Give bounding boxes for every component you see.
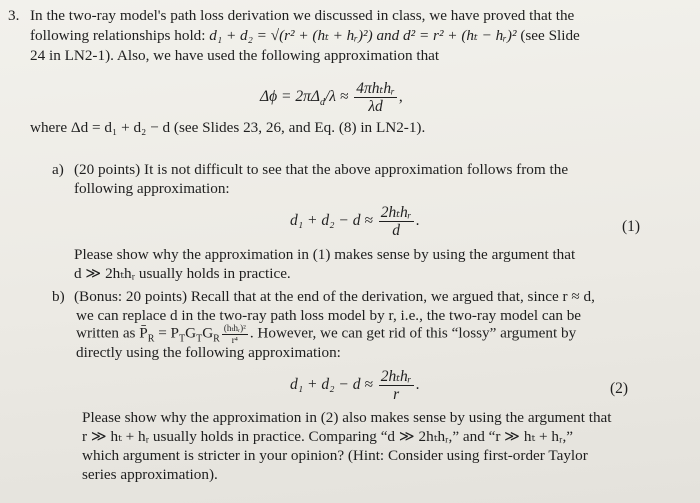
part-b-body-1: Please show why the approximation in (2) also makes sense by using the argument that xyxy=(82,409,612,426)
intro-line-3: 24 in LN2-1). Also, we have used the following approximation that xyxy=(30,47,440,64)
part-b-body-4: series approximation). xyxy=(82,466,218,483)
equation-2-tag: (2) xyxy=(610,380,629,397)
equation-1: d₁ + d₂ − d ≈ $\frac{\text{2hₜhᵣ}}{d}$ . xyxy=(290,204,420,239)
problem-number: 3. xyxy=(8,7,20,24)
part-a-label: a) xyxy=(52,161,64,178)
part-b-line-2: we can replace d in the two-ray path loss model by r, i.e., the two-ray model can be xyxy=(76,307,582,324)
part-a-line-1: (20 points) It is not difficult to see that the above approximation follows from the xyxy=(74,161,569,178)
intro-inline-equation: d₁ + d₂ = √(r² + (hₜ + hᵣ)²) and d² = r² + (hₜ − hᵣ)² xyxy=(209,27,517,44)
part-b-body-2: r ≫ hₜ + hᵣ usually holds in practice. Comparing “d ≫ 2hₜhᵣ,” and “r ≫ hₜ + hᵣ,” xyxy=(82,428,573,445)
part-b-body-3: which argument is stricter in your opinion? (Hint: Consider using first-order Taylor xyxy=(82,447,588,464)
phase-approximation-equation: $\Delta\phi = 2\pi\Delta_d/\lambda$ ≈ $\frac{\text{4πhₜhᵣ}}{\lambda d}$ , xyxy=(260,80,403,115)
intro-line-2: following relationships hold: d₁ + d₂ = √(r² + (hₜ + hᵣ)²) and d² = r² + (hₜ − hᵣ)² (see Slide xyxy=(30,27,580,44)
equation-2: d₁ + d₂ − d ≈ $\frac{\text{2hₜhᵣ}}{r}$ . xyxy=(290,368,420,403)
where-line: where Δd = d₁ + d₂ − d (see Slides 23, 26, and Eq. (8) in LN2-1). xyxy=(30,119,426,136)
part-b-label: b) xyxy=(52,288,65,305)
part-b-line-3: written as $P̄_R = P_TG_TG_R$ $\frac{\text{(hₜhᵣ)²}}{\text{r⁴}}$ . However, we can get rid of this “lossy” argument by xyxy=(76,323,577,345)
part-a-line-2: following approximation: xyxy=(74,180,230,197)
part-b-line-4: directly using the following approximation: xyxy=(76,344,341,361)
intro-line-1: In the two-ray model's path loss derivation we discussed in class, we have proved that the xyxy=(30,7,575,24)
part-a-body-1: Please show why the approximation in (1) makes sense by using the argument that xyxy=(74,246,576,263)
part-b-line-1: (Bonus: 20 points) Recall that at the end of the derivation, we argued that, since r ≈ d, xyxy=(74,288,595,305)
equation-1-tag: (1) xyxy=(622,218,641,235)
part-a-body-2: d ≫ 2hₜhᵣ usually holds in practice. xyxy=(74,265,291,282)
